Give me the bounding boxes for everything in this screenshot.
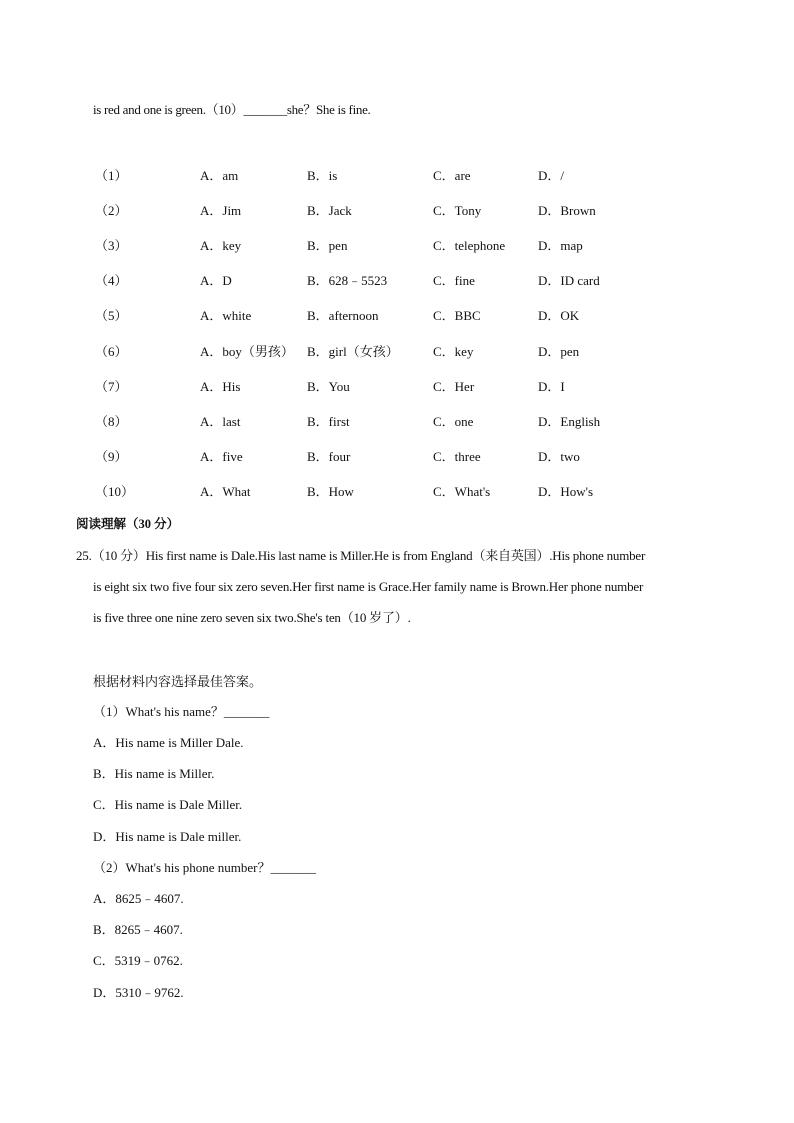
option-number: （2） xyxy=(95,203,128,218)
section-title: 阅读理解（30 分） xyxy=(76,517,180,531)
option-b: B．How xyxy=(307,484,354,499)
option-d: D．map xyxy=(538,238,583,253)
passage-line: is eight six two five four six zero seven.Her first name is Grace.Her family name is Brown.Her phone number xyxy=(93,579,644,594)
answer-choice: D．5310﹣9762. xyxy=(93,985,184,1000)
option-b: B．Jack xyxy=(307,203,352,218)
option-c: C．What's xyxy=(433,484,491,499)
option-c: C．key xyxy=(433,344,474,359)
option-b: B．girl（女孩） xyxy=(307,344,399,359)
option-d: D．English xyxy=(538,414,601,429)
option-c: C．are xyxy=(433,168,471,183)
option-c: C．telephone xyxy=(433,238,506,253)
option-d: D．pen xyxy=(538,344,580,359)
option-b: B．afternoon xyxy=(307,308,379,323)
option-b: B．You xyxy=(307,379,350,394)
option-a: A．His xyxy=(200,379,241,394)
option-c: C．fine xyxy=(433,273,475,288)
option-a: A．boy（男孩） xyxy=(200,344,294,359)
option-row xyxy=(0,201,794,221)
option-b: B．first xyxy=(307,414,350,429)
option-a: A．key xyxy=(200,238,242,253)
option-d: D．Brown xyxy=(538,203,596,218)
option-c: C．BBC xyxy=(433,308,481,323)
option-a: A．five xyxy=(200,449,243,464)
option-c: C．one xyxy=(433,414,474,429)
option-number: （7） xyxy=(95,379,128,394)
question-text: （2）What's his phone number？_______ xyxy=(93,860,316,875)
option-number: （10） xyxy=(95,484,135,499)
answer-choice: A．8625﹣4607. xyxy=(93,891,184,906)
option-a: A．last xyxy=(200,414,241,429)
option-number: （9） xyxy=(95,449,128,464)
option-row xyxy=(0,166,794,186)
option-number: （4） xyxy=(95,273,128,288)
question-text: （1）What's his name？_______ xyxy=(93,704,270,719)
option-row xyxy=(0,342,794,362)
answer-choice: B．His name is Miller. xyxy=(93,766,215,781)
option-c: C．three xyxy=(433,449,481,464)
option-number: （1） xyxy=(95,168,128,183)
option-a: A．white xyxy=(200,308,252,323)
option-a: A．What xyxy=(200,484,251,499)
option-d: D．ID card xyxy=(538,273,600,288)
option-b: B．628﹣5523 xyxy=(307,273,388,288)
option-d: D．two xyxy=(538,449,580,464)
option-row xyxy=(0,412,794,432)
option-row xyxy=(0,306,794,326)
option-number: （8） xyxy=(95,414,128,429)
option-row xyxy=(0,447,794,467)
answer-choice: B．8265﹣4607. xyxy=(93,922,183,937)
option-d: D．I xyxy=(538,379,565,394)
option-number: （5） xyxy=(95,308,128,323)
answer-choice: C．His name is Dale Miller. xyxy=(93,797,243,812)
option-a: A．Jim xyxy=(200,203,242,218)
answer-choice: D．His name is Dale miller. xyxy=(93,829,242,844)
option-b: B．four xyxy=(307,449,351,464)
option-b: B．pen xyxy=(307,238,348,253)
option-d: D．How's xyxy=(538,484,594,499)
option-a: A．am xyxy=(200,168,239,183)
option-row xyxy=(0,271,794,291)
answer-choice: A．His name is Miller Dale. xyxy=(93,735,244,750)
option-c: C．Her xyxy=(433,379,475,394)
option-number: （6） xyxy=(95,344,128,359)
option-row xyxy=(0,377,794,397)
option-c: C．Tony xyxy=(433,203,482,218)
previous-passage-line: is red and one is green.（10）_______she？She is fine. xyxy=(93,102,371,117)
option-a: A．D xyxy=(200,273,232,288)
option-row xyxy=(0,236,794,256)
answer-choice: C．5319﹣0762. xyxy=(93,953,183,968)
option-number: （3） xyxy=(95,238,128,253)
option-b: B．is xyxy=(307,168,338,183)
option-row xyxy=(0,482,794,502)
passage-line: 25.（10 分）His first name is Dale.His last name is Miller.He is from England（来自英国）.His phone number xyxy=(76,548,646,563)
passage-line: is five three one nine zero seven six two.She's ten（10 岁了）. xyxy=(93,610,411,625)
option-d: D．/ xyxy=(538,168,565,183)
option-d: D．OK xyxy=(538,308,580,323)
instruction: 根据材料内容选择最佳答案。 xyxy=(93,674,263,689)
